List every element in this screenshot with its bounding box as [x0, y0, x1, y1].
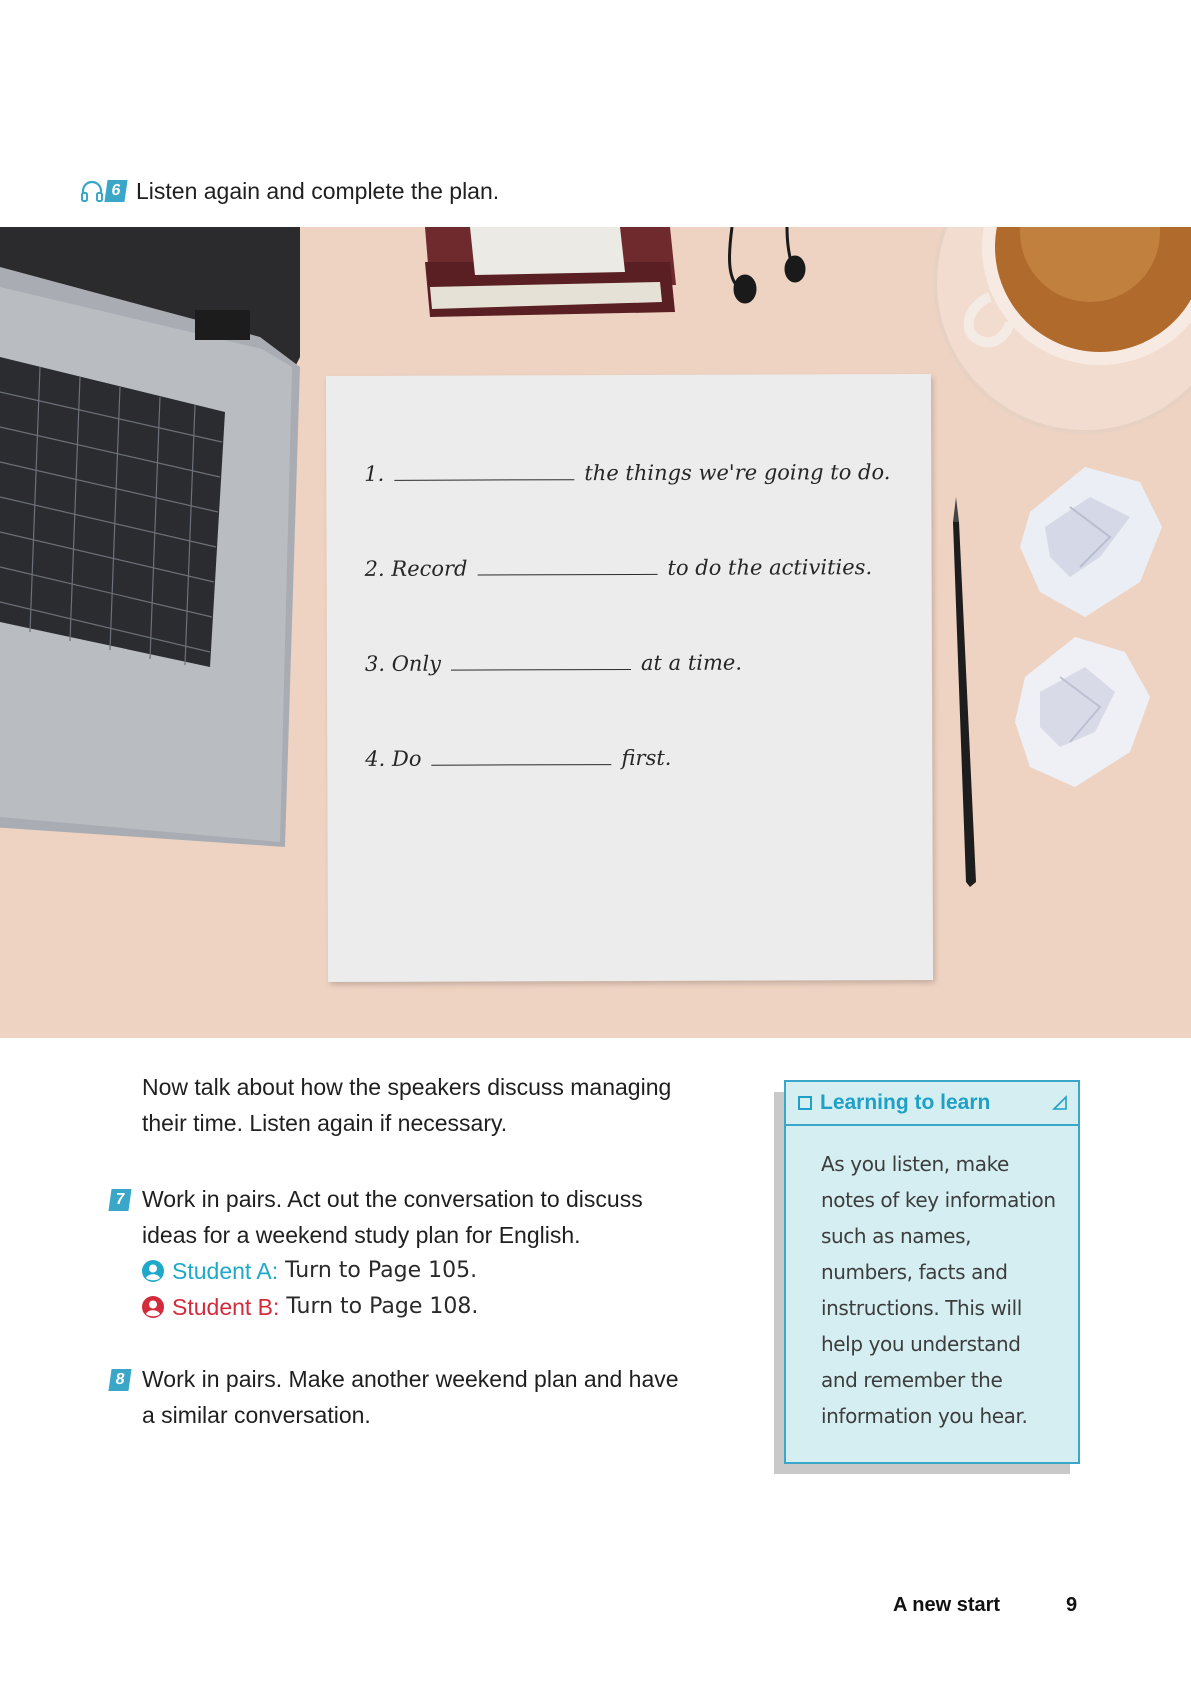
- learning-to-learn-text: [786, 1126, 1078, 1434]
- student-a-instruction: Turn to Page 105.: [285, 1258, 478, 1283]
- plan-line-number: 1.: [364, 461, 385, 486]
- books-illustration: [425, 227, 676, 317]
- checkbox-icon: [798, 1096, 812, 1110]
- unit-title: A new start: [893, 1594, 1001, 1616]
- headphones-icon[interactable]: [80, 180, 104, 202]
- plan-line-prefix: Only: [391, 651, 442, 676]
- exercise-instruction: Listen again and complete the plan.: [136, 177, 500, 204]
- tip-line: notes of key information: [821, 1188, 1056, 1212]
- plan-line-1: [364, 460, 890, 486]
- student-b-label: Student B:: [172, 1294, 280, 1320]
- exercise-7-badge: 7: [108, 1189, 131, 1211]
- plan-line-2: [365, 555, 873, 581]
- plan-line-number: 3.: [364, 651, 386, 676]
- student-b-line: [142, 1289, 643, 1325]
- tip-line: help you understand: [821, 1332, 1021, 1356]
- student-a-label: Student A:: [172, 1258, 279, 1284]
- plan-line-text: first.: [621, 745, 672, 771]
- answer-blank-1[interactable]: [394, 462, 574, 481]
- earphones-illustration: [730, 227, 804, 302]
- person-icon: [142, 1260, 164, 1282]
- student-b-instruction: Turn to Page 108.: [286, 1294, 479, 1319]
- exercise-number-badge: 6: [104, 180, 127, 202]
- tip-line: and remember the: [821, 1368, 1003, 1392]
- learning-to-learn-box: [784, 1080, 1080, 1464]
- page-number: 9: [1066, 1594, 1078, 1616]
- plan-line-text: to do the activities.: [667, 555, 873, 580]
- student-a-line: [142, 1253, 643, 1289]
- plan-line-text: at a time.: [640, 650, 743, 675]
- laptop-illustration: [0, 227, 300, 847]
- person-icon: [142, 1296, 164, 1318]
- learning-to-learn-title: Learning to learn: [820, 1091, 991, 1114]
- plan-line-number: 2.: [364, 556, 385, 581]
- learning-to-learn-header: [786, 1082, 1078, 1126]
- tip-line: information you hear.: [821, 1404, 1028, 1428]
- tip-line: such as names,: [821, 1224, 972, 1248]
- answer-blank-3[interactable]: [451, 652, 631, 671]
- pencil-illustration: [953, 497, 976, 887]
- plan-line-text: the things we're going to do.: [584, 460, 891, 486]
- plan-line-prefix: Do: [391, 746, 422, 771]
- exercise-8: [142, 1361, 679, 1433]
- followup-line: their time. Listen again if necessary.: [142, 1110, 508, 1136]
- plan-line-prefix: Record: [391, 556, 468, 581]
- exercise-8-line: a similar conversation.: [142, 1402, 371, 1428]
- corner-triangle-icon: [1052, 1095, 1068, 1111]
- answer-blank-4[interactable]: [431, 747, 611, 766]
- tip-line: numbers, facts and: [821, 1260, 1008, 1284]
- exercise-8-badge: 8: [108, 1369, 131, 1391]
- plan-line-3: [365, 651, 742, 676]
- tip-line: As you listen, make: [821, 1152, 1009, 1176]
- crumpled-paper-illustration: [1015, 467, 1162, 787]
- tea-cup-illustration: [935, 227, 1191, 432]
- plan-paper: [326, 374, 933, 982]
- exercise-7-line: ideas for a weekend study plan for English.: [142, 1222, 581, 1248]
- tip-line: instructions. This will: [821, 1296, 1022, 1320]
- plan-line-4: [365, 746, 671, 771]
- exercise-7: [142, 1181, 643, 1325]
- plan-line-number: 4.: [365, 746, 386, 771]
- exercise-8-line: Work in pairs. Make another weekend plan and have: [142, 1366, 679, 1392]
- answer-blank-2[interactable]: [477, 557, 657, 576]
- followup-paragraph: [142, 1069, 671, 1141]
- desk-photo: [0, 227, 1191, 1038]
- followup-line: Now talk about how the speakers discuss managing: [142, 1074, 672, 1100]
- exercise-6-heading: [80, 176, 499, 206]
- exercise-7-line: Work in pairs. Act out the conversation to discuss: [142, 1186, 643, 1212]
